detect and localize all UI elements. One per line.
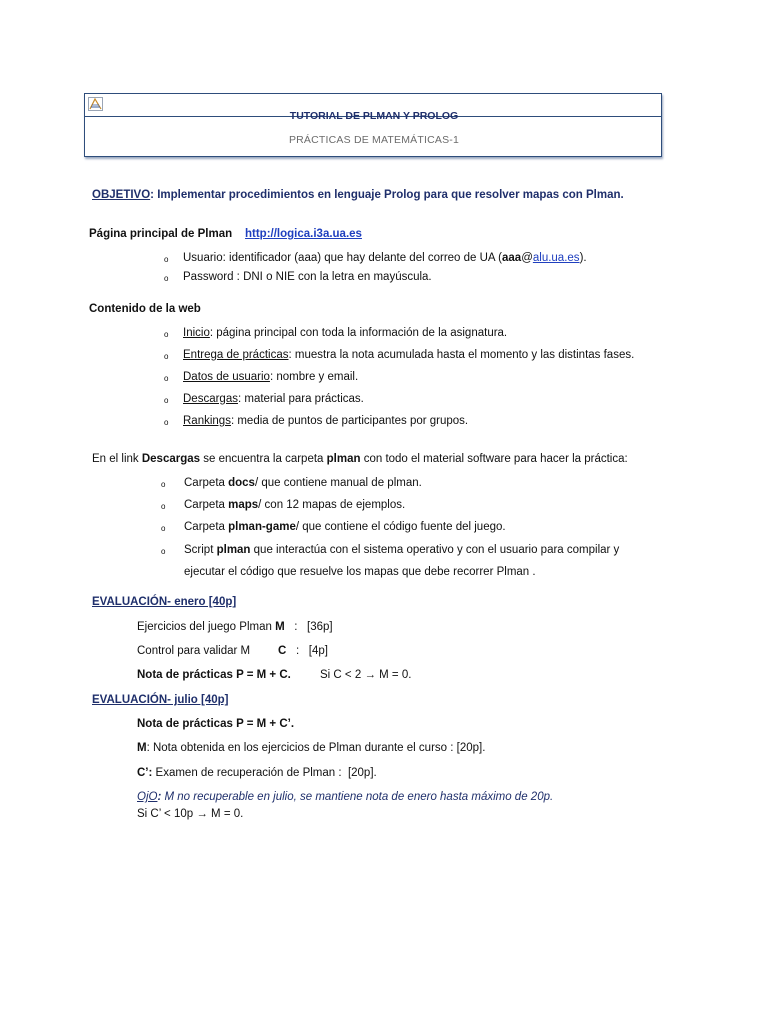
bullet-icon: o [164, 274, 169, 283]
bullet-icon: o [164, 396, 169, 405]
eval-july-heading: EVALUACIÓN- julio [40p] [92, 694, 229, 706]
download-item-game: Carpeta plman-game/ que contiene el código fuente del juego. [184, 521, 506, 533]
eval-jan-games: Ejercicios del juego Plman M : [36p] [137, 621, 333, 633]
bullet-icon: o [161, 502, 166, 511]
objective-text: Implementar procedimientos en lenguaje Prolog para que resolver mapas con Plman. [157, 189, 624, 201]
download-item-maps: Carpeta maps/ con 12 mapas de ejemplos. [184, 499, 406, 511]
password-info-item: Password : DNI o NIE con la letra en mayúscula. [183, 271, 432, 283]
eval-jul-m: M: Nota obtenida en los ejercicios de Plman durante el curso : [20p]. [137, 742, 486, 754]
bullet-icon: o [161, 480, 166, 489]
eval-jul-c: C’: Examen de recuperación de Plman : [20p]. [137, 767, 377, 779]
eval-jul-note: OjO: M no recuperable en julio, se mantiene nota de enero hasta máximo de 20p. [137, 791, 554, 803]
bullet-icon: o [161, 524, 166, 533]
web-content-heading: Contenido de la web [89, 303, 201, 315]
downloads-intro: En el link Descargas se encuentra la carpeta plman con todo el material software para hacer la práctica: [92, 453, 628, 465]
eval-jul-condition: Si C’ < 10p → M = 0. [137, 808, 244, 820]
web-item-descargas: Descargas: material para prácticas. [183, 393, 364, 405]
download-item-script-line2: ejecutar el código que resuelve los mapas que debe recorrer Plman . [184, 566, 536, 578]
main-page-link[interactable]: http://logica.i3a.ua.es [245, 228, 362, 240]
bullet-icon: o [164, 418, 169, 427]
bullet-icon: o [164, 352, 169, 361]
web-item-entrega: Entrega de prácticas: muestra la nota acumulada hasta el momento y las distintas fases. [183, 349, 635, 361]
document-subtitle: PRÁCTICAS DE MATEMÁTICAS-1 [288, 134, 460, 146]
web-item-datos: Datos de usuario: nombre y email. [183, 371, 359, 383]
bullet-icon: o [164, 255, 169, 264]
eval-january-heading: EVALUACIÓN- enero [40p] [92, 596, 237, 608]
document-title: TUTORIAL DE PLMAN Y PROLOG [289, 110, 459, 122]
bullet-icon: o [164, 330, 169, 339]
alu-email-link[interactable]: alu.ua.es [532, 252, 580, 264]
objective-label: OBJETIVO [92, 189, 151, 201]
bullet-icon: o [161, 547, 166, 556]
eval-jan-control-label: Control para validar M [137, 645, 251, 657]
eval-jan-condition: Si C < 2 → M = 0. [320, 669, 412, 681]
download-item-script: Script plman que interactúa con el sistema operativo y con el usuario para compilar y [184, 544, 620, 556]
bullet-icon: o [164, 374, 169, 383]
eval-jul-formula: Nota de prácticas P = M + C’. [137, 718, 295, 730]
user-info-item: Usuario: identificador (aaa) que hay delante del correo de UA (aaa@alu.ua.es). [183, 252, 587, 264]
eval-jan-formula: Nota de prácticas P = M + C. [137, 669, 291, 681]
objective-line: OBJETIVO: Implementar procedimientos en lenguaje Prolog para que resolver mapas con Plman. [92, 189, 624, 201]
eval-jan-control-c: C [278, 645, 287, 657]
download-item-docs: Carpeta docs/ que contiene manual de plman. [184, 477, 422, 489]
arrow-right-icon: → [364, 669, 376, 681]
arrow-right-icon: → [196, 808, 208, 820]
main-page-label: Página principal de Plman [89, 228, 233, 240]
web-item-rankings: Rankings: media de puntos de participantes por grupos. [183, 415, 469, 427]
header-box [84, 93, 662, 157]
university-logo-icon [88, 97, 103, 111]
web-item-inicio: Inicio: página principal con toda la información de la asignatura. [183, 327, 508, 339]
eval-jan-control-value: : [4p] [296, 645, 328, 657]
